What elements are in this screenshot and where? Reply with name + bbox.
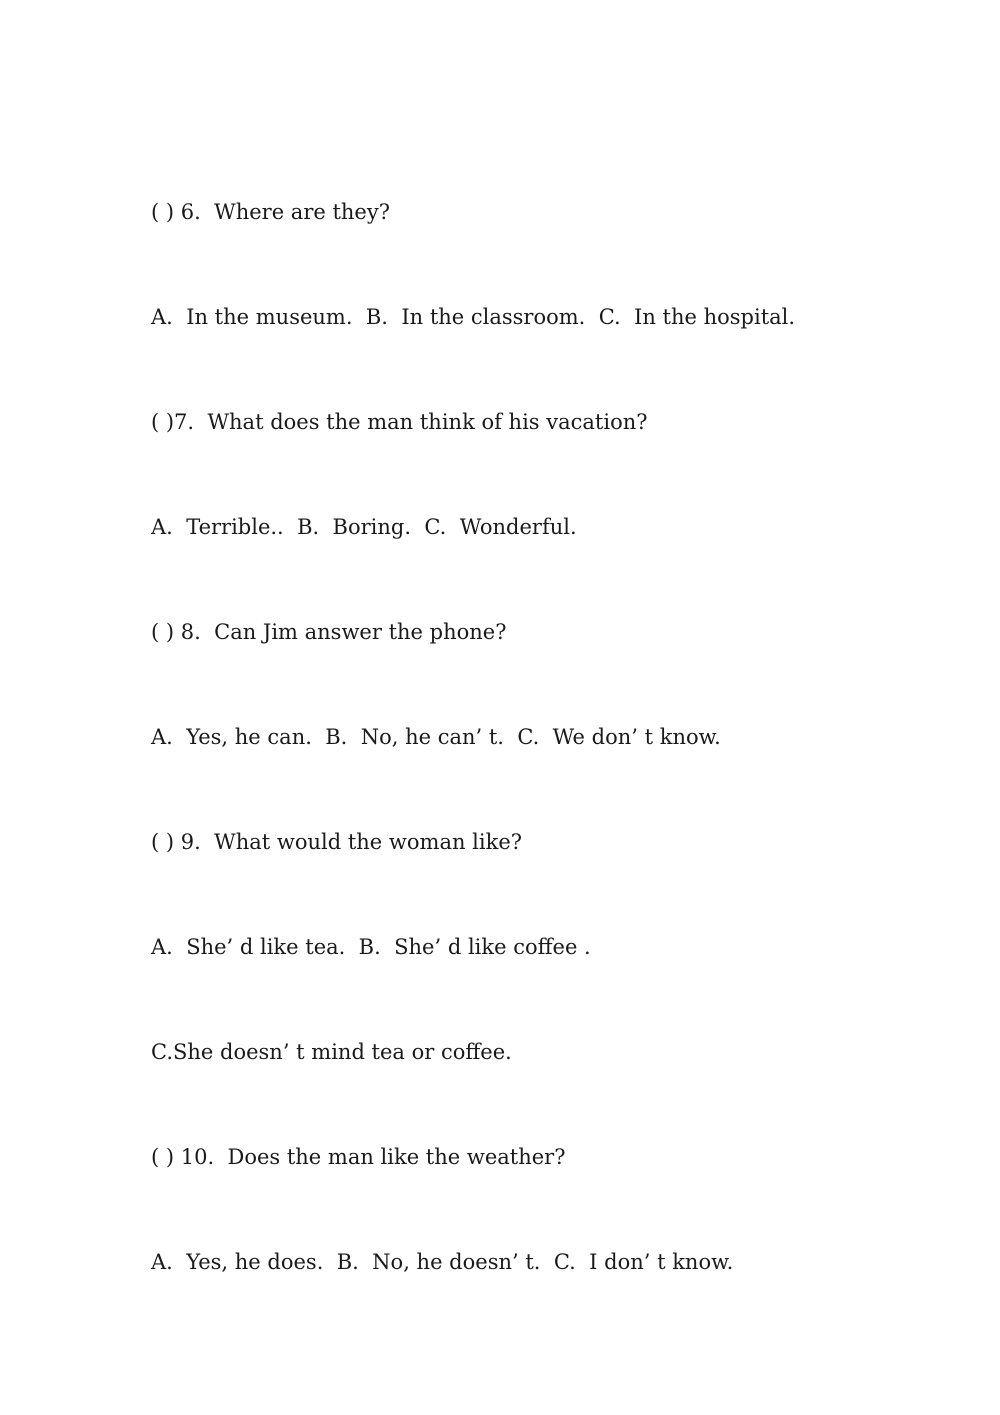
- question-9-options-line-1: A. She’ d like tea. B. She’ d like coffee .: [151, 935, 591, 959]
- question-7-options: A. Terrible.. B. Boring. C. Wonderful.: [151, 515, 577, 539]
- question-7: ( )7. What does the man think of his vacation?: [151, 410, 648, 434]
- question-8-options: A. Yes, he can. B. No, he can’ t. C. We don’ t know.: [151, 725, 721, 749]
- question-6-options: A. In the museum. B. In the classroom. C. In the hospital.: [151, 305, 796, 329]
- question-10-options: A. Yes, he does. B. No, he doesn’ t. C. I don’ t know.: [151, 1250, 734, 1274]
- question-9: ( ) 9. What would the woman like?: [151, 830, 523, 854]
- question-10: ( ) 10. Does the man like the weather?: [151, 1145, 566, 1169]
- question-8: ( ) 8. Can Jim answer the phone?: [151, 620, 507, 644]
- question-6: ( ) 6. Where are they?: [151, 200, 390, 224]
- question-9-options-line-2: C.She doesn’ t mind tea or coffee.: [151, 1040, 512, 1064]
